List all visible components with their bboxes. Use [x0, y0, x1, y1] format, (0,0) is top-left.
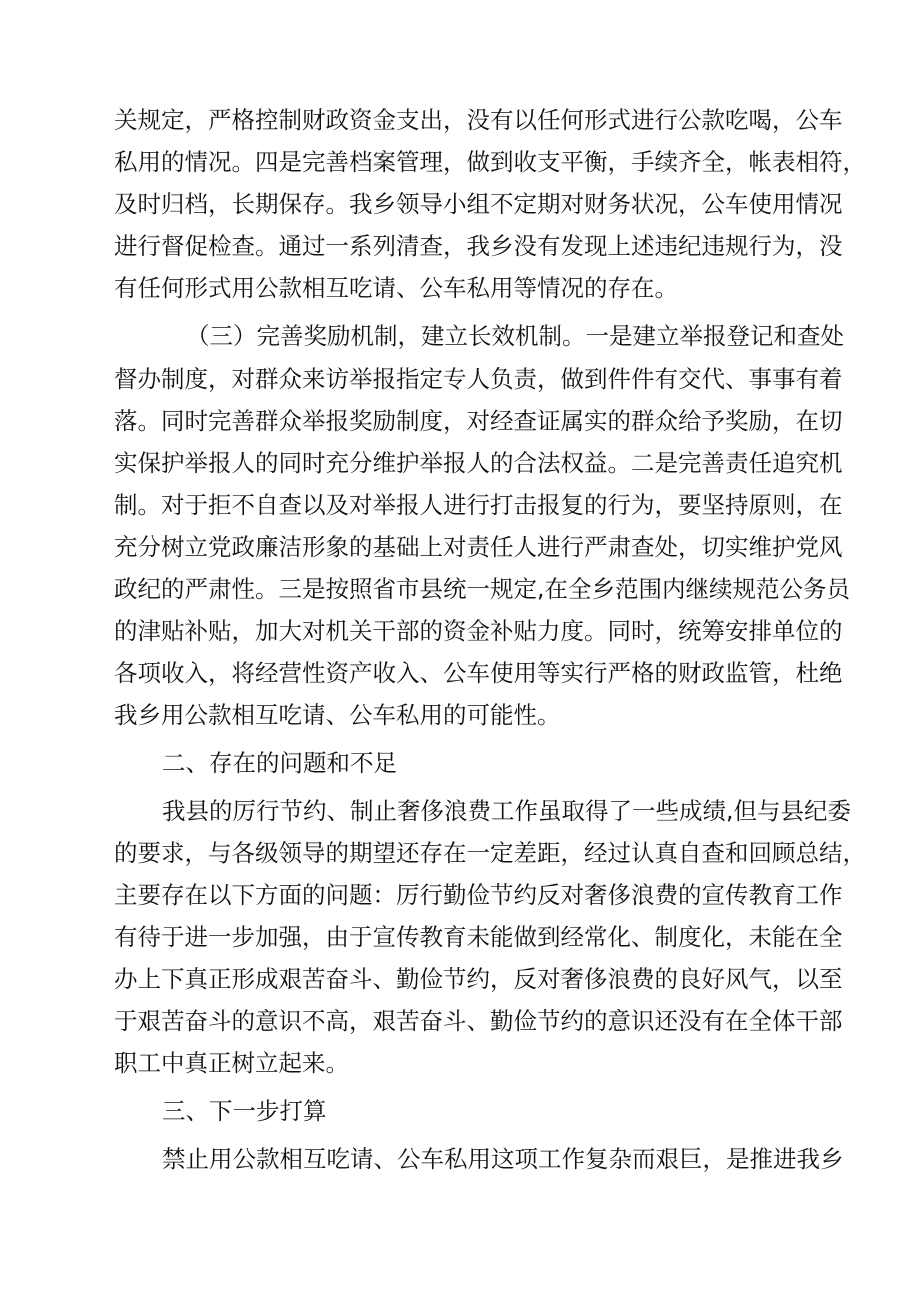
- text-line: 于艰苦奋斗的意识不高，艰苦奋斗、勤俭节约的意识还没有在全体干部: [114, 1007, 843, 1035]
- text-line: 有待于进一步加强，由于宣传教育未能做到经常化、制度化，未能在全: [114, 923, 843, 951]
- text-line: 实保护举报人的同时充分维护举报人的合法权益。二是完善责任追究机: [114, 449, 843, 477]
- text-line: 的津贴补贴，加大对机关干部的资金补贴力度。同时，统筹安排单位的: [114, 617, 843, 645]
- text-line: 我县的厉行节约、制止奢侈浪费工作虽取得了一些成绩,但与县纪委: [162, 797, 851, 825]
- text-line: 办上下真正形成艰苦奋斗、勤俭节约，反对奢侈浪费的良好风气，以至: [114, 965, 843, 993]
- section-heading-3: （三）完善奖励机制，建立长效机制。一是建立举报登记和查处: [186, 322, 844, 350]
- text-line: 政纪的严肃性。三是按照省市县统一规定,在全乡范围内继续规范公务员: [114, 575, 850, 603]
- text-line: 落。同时完善群众举报奖励制度，对经查证属实的群众给予奖励，在切: [114, 407, 843, 435]
- section-heading-3-next-steps: 三、下一步打算: [162, 1097, 327, 1125]
- text-line: 私用的情况。四是完善档案管理，做到收支平衡，手续齐全，帐表相符，: [114, 148, 866, 176]
- text-line: 职工中真正树立起来。: [114, 1049, 349, 1077]
- text-line: 及时归档，长期保存。我乡领导小组不定期对财务状况，公车使用情况: [114, 190, 843, 218]
- text-line: 的要求，与各级领导的期望还存在一定差距，经过认真自查和回顾总结，: [114, 839, 866, 867]
- text-line: 关规定，严格控制财政资金支出，没有以任何形式进行公款吃喝，公车: [114, 106, 843, 134]
- text-line: 制。对于拒不自查以及对举报人进行打击报复的行为，要坚持原则，在: [114, 491, 843, 519]
- text-line: 主要存在以下方面的问题：厉行勤俭节约反对奢侈浪费的宣传教育工作: [114, 881, 843, 909]
- text-line: 我乡用公款相互吃请、公车私用的可能性。: [114, 701, 561, 729]
- text-line: 禁止用公款相互吃请、公车私用这项工作复杂而艰巨，是推进我乡: [162, 1145, 844, 1173]
- text-line: 各项收入，将经营性资产收入、公车使用等实行严格的财政监管，杜绝: [114, 659, 843, 687]
- text-line: 有任何形式用公款相互吃请、公车私用等情况的存在。: [114, 274, 678, 302]
- text-line: 充分树立党政廉洁形象的基础上对责任人进行严肃查处，切实维护党风: [114, 533, 843, 561]
- text-line: 督办制度，对群众来访举报指定专人负责，做到件件有交代、事事有着: [114, 365, 843, 393]
- section-heading-2: 二、存在的问题和不足: [162, 749, 397, 777]
- text-line: 进行督促检查。通过一系列清查，我乡没有发现上述违纪违规行为，没: [114, 232, 843, 260]
